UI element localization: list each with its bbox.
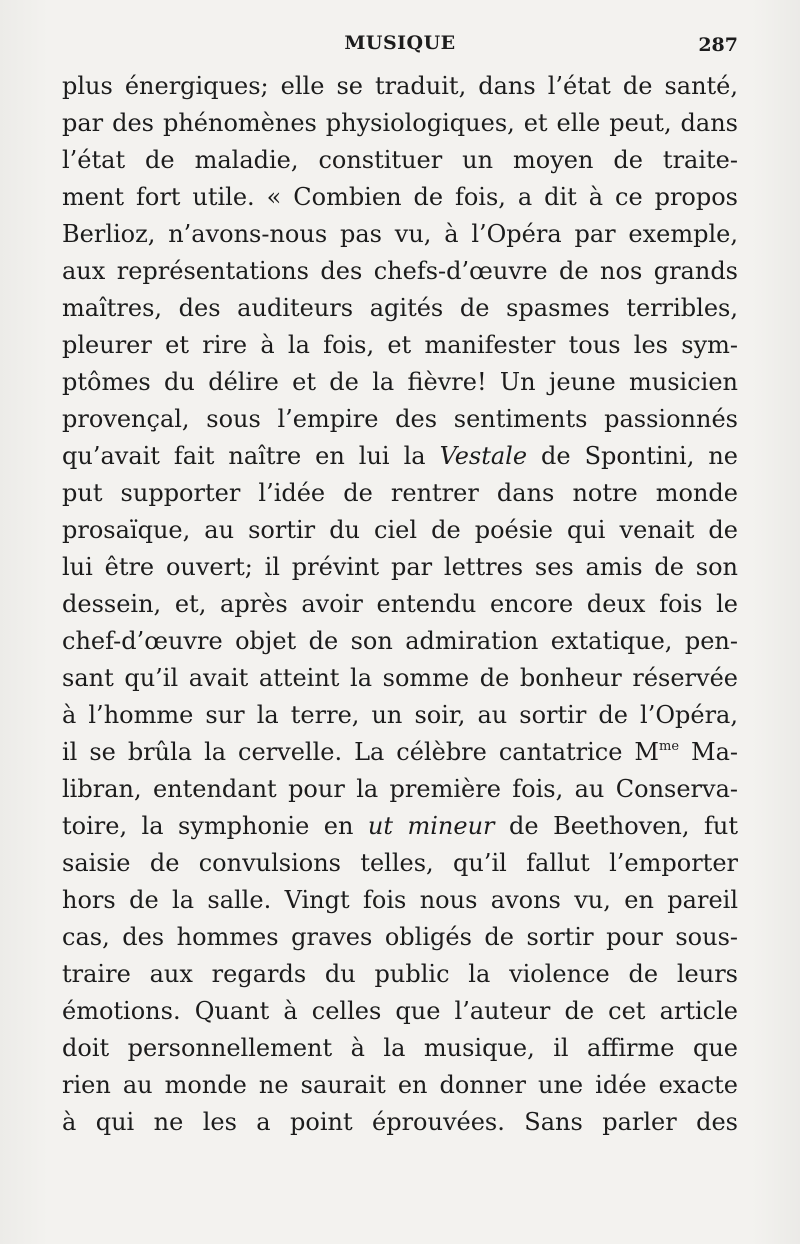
- text-line: traire aux regards du public la violence de leurs: [62, 960, 738, 988]
- text-line: doit personnellement à la musique, il affirme que: [62, 1034, 738, 1062]
- text-line: maîtres, des auditeurs agités de spasmes terribles,: [62, 294, 738, 322]
- text-line: put supporter l’idée de rentrer dans notre monde: [62, 479, 738, 507]
- italic-title: Vestale: [439, 442, 528, 470]
- text-line: à qui ne les a point éprouvées. Sans parler des: [62, 1108, 738, 1136]
- text-line: à l’homme sur la terre, un soir, au sortir de l’Opéra,: [62, 701, 738, 729]
- text-line: lui être ouvert; il prévint par lettres ses amis de son: [62, 553, 738, 581]
- superscript: me: [659, 739, 680, 754]
- text-line: aux représentations des chefs-d’œuvre de nos grands: [62, 257, 738, 285]
- text-line: ptômes du délire et de la fièvre! Un jeune musicien: [62, 368, 738, 396]
- text-line: qu’avait fait naître en lui la Vestale de Spontini, ne: [62, 442, 738, 470]
- body-text: [62, 68, 738, 1141]
- text-line: il se brûla la cervelle. La célèbre cantatrice $M^{me}$ Ma-: [62, 738, 738, 766]
- page-number: 287: [698, 34, 738, 56]
- italic-term: ut mineur: [367, 812, 495, 840]
- text-line: dessein, et, après avoir entendu encore deux fois le: [62, 590, 738, 618]
- text-line: sant qu’il avait atteint la somme de bonheur réservée: [62, 664, 738, 692]
- text-line: rien au monde ne saurait en donner une idée exacte: [62, 1071, 738, 1099]
- text-line: Berlioz, n’avons-nous pas vu, à l’Opéra par exemple,: [62, 220, 738, 248]
- text-line: pleurer et rire à la fois, et manifester tous les sym-: [62, 331, 738, 359]
- text-line: par des phénomènes physiologiques, et elle peut, dans: [62, 109, 738, 137]
- text-line: l’état de maladie, constituer un moyen de traite-: [62, 146, 738, 174]
- text-line: ment fort utile. « Combien de fois, a dit à ce propos: [62, 183, 738, 211]
- text-line: libran, entendant pour la première fois, au Conserva-: [62, 775, 738, 803]
- text-line: hors de la salle. Vingt fois nous avons vu, en pareil: [62, 886, 738, 914]
- text-line: saisie de convulsions telles, qu’il fallut l’emporter: [62, 849, 738, 877]
- text-line: plus énergiques; elle se traduit, dans l’état de santé,: [62, 72, 738, 100]
- text-line: provençal, sous l’empire des sentiments passionnés: [62, 405, 738, 433]
- text-line: émotions. Quant à celles que l’auteur de cet article: [62, 997, 738, 1025]
- page-header: [62, 26, 738, 60]
- text-line: toire, la symphonie en ut mineur de Beethoven, fut: [62, 812, 738, 840]
- text-line: chef-d’œuvre objet de son admiration extatique, pen-: [62, 627, 738, 655]
- text-line: cas, des hommes graves obligés de sortir pour sous-: [62, 923, 738, 951]
- running-title: MUSIQUE: [344, 32, 456, 54]
- text-line: prosaïque, au sortir du ciel de poésie qui venait de: [62, 516, 738, 544]
